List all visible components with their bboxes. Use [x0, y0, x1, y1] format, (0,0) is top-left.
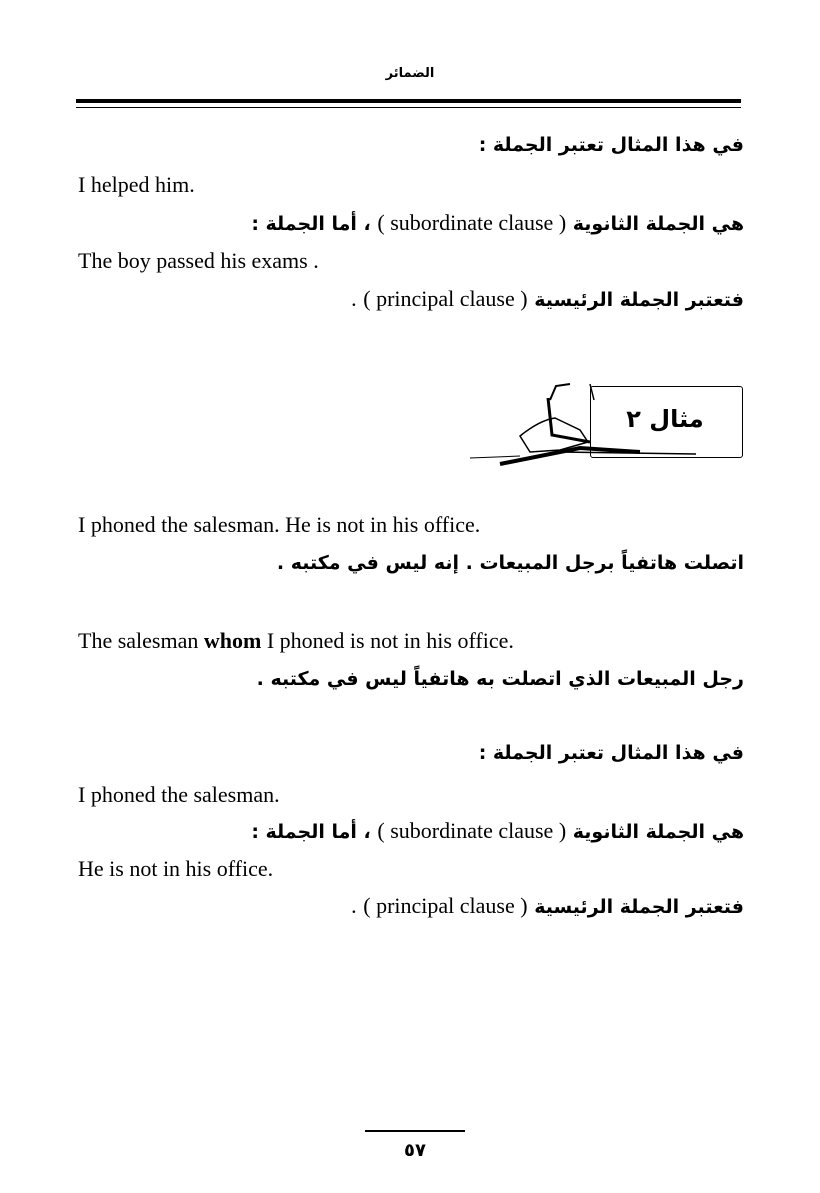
example-label: مثال ٢ [626, 405, 704, 433]
english-text: I phoned is not in his office. [261, 628, 514, 653]
term-principal-clause: ( principal clause ) [363, 893, 528, 918]
arabic-line-5: رجل المبيعات الذي اتصلت به هاتفياً ليس في مكتبه . [256, 668, 744, 690]
arabic-text: ، أما الجملة : [251, 821, 371, 843]
arabic-text: هي الجملة الثانوية [572, 821, 744, 843]
arabic-line-7 [251, 818, 744, 844]
arabic-line-3 [351, 286, 744, 312]
english-line-5: I phoned the salesman. [78, 782, 280, 807]
english-line-3: I phoned the salesman. He is not in his office. [78, 512, 481, 537]
arabic-line-2 [251, 210, 744, 236]
english-text: The salesman [78, 628, 204, 653]
period: . [351, 286, 357, 311]
header-rule-thin [76, 107, 741, 108]
arabic-text: فتعتبر الجملة الرئيسية [534, 289, 744, 311]
header-rule-thick [76, 99, 741, 103]
english-line-1: I helped him. [78, 172, 195, 197]
arabic-line-6: في هذا المثال تعتبر الجملة : [478, 742, 744, 764]
term-subordinate-clause: ( subordinate clause ) [377, 210, 567, 235]
page-number: ٥٧ [404, 1140, 426, 1161]
arabic-text: هي الجملة الثانوية [572, 213, 744, 235]
arabic-line-1: في هذا المثال تعتبر الجملة : [478, 134, 744, 156]
footer-rule [365, 1130, 465, 1132]
term-principal-clause: ( principal clause ) [363, 286, 528, 311]
period: . [351, 893, 357, 918]
english-line-6: He is not in his office. [78, 856, 274, 881]
keyword-whom: whom [203, 628, 262, 653]
arabic-text: فتعتبر الجملة الرئيسية [534, 896, 744, 918]
arabic-line-4: اتصلت هاتفياً برجل المبيعات . إنه ليس في مكتبه . [276, 552, 744, 574]
arabic-text: ، أما الجملة : [251, 213, 371, 235]
arabic-line-8 [351, 893, 744, 919]
term-subordinate-clause: ( subordinate clause ) [377, 818, 567, 843]
english-line-2: The boy passed his exams . [78, 248, 319, 273]
page-header-title: الضمائر [385, 66, 435, 81]
english-line-4 [78, 628, 514, 654]
